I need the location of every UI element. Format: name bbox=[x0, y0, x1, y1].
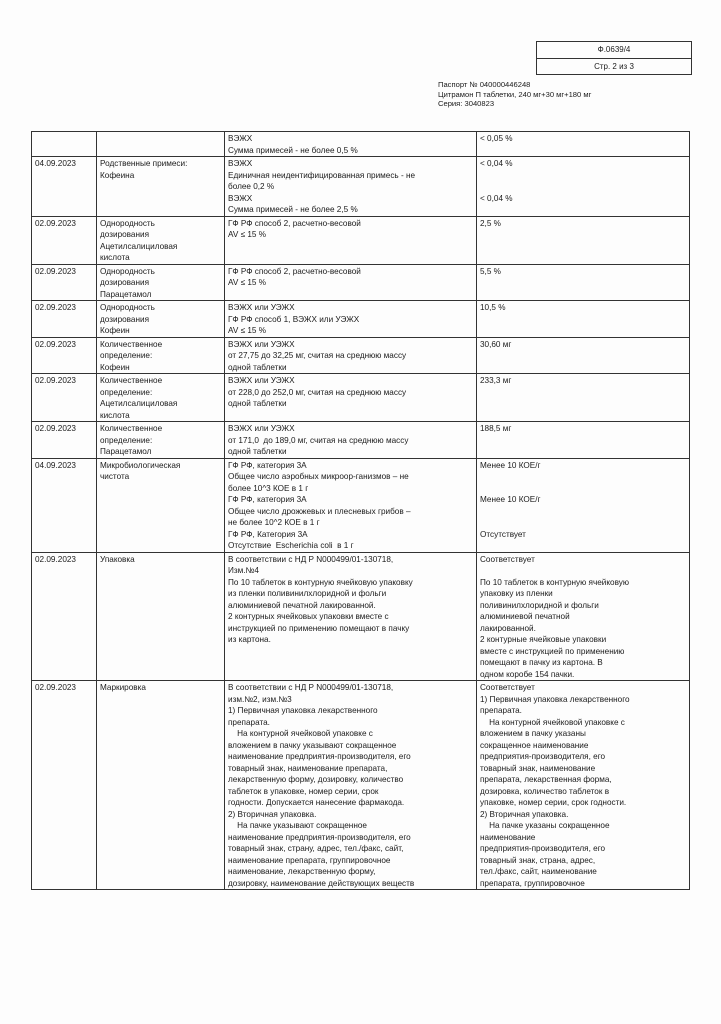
cell-line bbox=[480, 517, 686, 529]
cell-line: препарата. bbox=[228, 717, 270, 727]
result-cell bbox=[477, 264, 690, 301]
date-cell: 02.09.2023 bbox=[32, 422, 97, 459]
cell-line: 2 контурных ячейковых упаковки вместе с bbox=[228, 612, 389, 621]
table-row bbox=[32, 132, 690, 157]
form-code: Ф.0639/4 bbox=[537, 42, 691, 59]
cell-line bbox=[480, 471, 686, 483]
cell-line: 1) Первичная упаковка лекарственного bbox=[480, 694, 630, 704]
cell-line: Упаковка bbox=[100, 554, 135, 564]
passport-number: Паспорт № 040000446248 bbox=[438, 80, 531, 89]
cell-line: одной таблетки bbox=[228, 447, 287, 456]
date-cell: 02.09.2023 bbox=[32, 337, 97, 374]
cell-line: В соответствии с НД Р N000499/01-130718, bbox=[228, 683, 394, 692]
test-name-cell bbox=[97, 552, 225, 681]
series-number: Серия: 3040823 bbox=[438, 99, 495, 108]
cell-line: Ацетилсалициловая bbox=[100, 399, 178, 408]
cell-line: ВЭЖХ или УЭЖХ bbox=[228, 424, 295, 433]
page-label: Стр. 2 из 3 bbox=[594, 62, 634, 71]
cell-line: годности. Допускается нанесение фармакода. bbox=[228, 798, 405, 807]
cell-line: Количественное bbox=[100, 376, 163, 385]
cell-line: наименование предприятия-производителя, его bbox=[228, 752, 411, 761]
cell-line: 2 контурные ячейковые упаковки bbox=[480, 635, 607, 644]
result-cell bbox=[477, 132, 690, 157]
cell-line: По 10 таблеток в контурную ячейковую bbox=[480, 577, 630, 587]
test-name-cell bbox=[97, 337, 225, 374]
table-row bbox=[32, 552, 690, 681]
cell-line: вложением в пачку указаны bbox=[480, 729, 586, 738]
cell-line: Менее 10 КОЕ/г bbox=[480, 495, 541, 504]
test-results-table bbox=[31, 131, 690, 890]
result-cell bbox=[477, 157, 690, 217]
cell-line: По 10 таблеток в контурную ячейковую упаковку bbox=[228, 577, 413, 587]
test-name-cell bbox=[97, 301, 225, 338]
cell-line: ВЭЖХ bbox=[228, 134, 253, 143]
cell-line: поливинилхлоридной и фольги bbox=[480, 600, 599, 610]
cell-line: вместе с инструкцией по применению bbox=[480, 646, 625, 656]
cell-line: На контурной ячейковой упаковке с bbox=[480, 717, 625, 727]
requirement-cell bbox=[225, 374, 477, 422]
result-cell bbox=[477, 552, 690, 681]
result-cell bbox=[477, 337, 690, 374]
cell-line: 2) Вторичная упаковка. bbox=[480, 809, 569, 819]
cell-line: < 0,04 % bbox=[480, 159, 513, 168]
cell-line: товарный знак, страну, адрес, тел./факс, сайт, bbox=[228, 844, 404, 853]
cell-line: наименование предприятия-производителя, его bbox=[228, 832, 411, 842]
cell-line: < 0,04 % bbox=[480, 193, 513, 203]
cell-line: На пачке указаны сокращенное bbox=[480, 821, 610, 830]
table-row bbox=[32, 264, 690, 301]
result-cell bbox=[477, 301, 690, 338]
result-cell bbox=[477, 422, 690, 459]
requirement-cell bbox=[225, 216, 477, 264]
cell-line: Кофеина bbox=[100, 170, 135, 180]
cell-line: Парацетамол bbox=[100, 447, 152, 456]
cell-line: Отсутствие Escherichia coli в 1 г bbox=[228, 541, 354, 550]
cell-line: Однородность bbox=[100, 266, 155, 276]
requirement-cell bbox=[225, 422, 477, 459]
cell-line bbox=[480, 565, 686, 577]
cell-line: ВЭЖХ или УЭЖХ bbox=[228, 339, 295, 349]
cell-line: товарный знак, страна, адрес, bbox=[480, 855, 596, 865]
cell-line: Однородность bbox=[100, 303, 155, 312]
table-row bbox=[32, 157, 690, 217]
cell-line: дозировку, наименование действующих веществ bbox=[228, 878, 415, 888]
cell-line: кислота bbox=[100, 410, 130, 420]
cell-line: Общее число дрожжевых и плесневых грибов – bbox=[228, 506, 411, 516]
cell-line: Однородность bbox=[100, 218, 155, 228]
date-cell: 02.09.2023 bbox=[32, 374, 97, 422]
result-cell bbox=[477, 374, 690, 422]
requirement-cell bbox=[225, 337, 477, 374]
cell-line: товарный знак, наименование препарата, bbox=[228, 763, 388, 773]
requirement-cell bbox=[225, 157, 477, 217]
cell-line: Изм.№4 bbox=[228, 566, 259, 575]
table-row bbox=[32, 216, 690, 264]
cell-line: Микробиологическая bbox=[100, 460, 181, 470]
date-cell: 04.09.2023 bbox=[32, 458, 97, 552]
cell-line: ГФ РФ способ 2, расчетно-весовой bbox=[228, 218, 361, 228]
cell-line: дозировка, количество таблеток в bbox=[480, 786, 610, 796]
table-row bbox=[32, 374, 690, 422]
cell-line bbox=[480, 506, 686, 518]
cell-line: Отсутствует bbox=[480, 529, 526, 539]
test-name-cell bbox=[97, 681, 225, 890]
cell-line: ГФ РФ, категория 3А bbox=[228, 495, 307, 504]
cell-line: препарата, группировочное bbox=[480, 878, 585, 888]
cell-line: упаковке, номер серии, срок годности. bbox=[480, 798, 627, 807]
date-cell: 02.09.2023 bbox=[32, 681, 97, 890]
requirement-cell bbox=[225, 458, 477, 552]
cell-line: более 0,2 % bbox=[228, 182, 275, 191]
cell-line: дозирования bbox=[100, 278, 150, 287]
result-cell bbox=[477, 216, 690, 264]
cell-line: товарный знак, наименование bbox=[480, 763, 596, 773]
test-name-cell bbox=[97, 264, 225, 301]
cell-line: Кофеин bbox=[100, 362, 130, 372]
cell-line: AV ≤ 15 % bbox=[228, 326, 267, 335]
cell-line: инструкцией по применению помещают в пачку bbox=[228, 623, 410, 633]
cell-line: Соответствует bbox=[480, 683, 535, 692]
result-cell bbox=[477, 681, 690, 890]
cell-line: предприятия-производителя, его bbox=[480, 752, 606, 761]
cell-line: чистота bbox=[100, 472, 130, 481]
test-name-cell bbox=[97, 216, 225, 264]
cell-line: определение: bbox=[100, 435, 153, 445]
cell-line: наименование препарата, группировочное bbox=[228, 855, 391, 865]
cell-line: Парацетамол bbox=[100, 289, 152, 299]
cell-line: ГФ РФ способ 1, ВЭЖХ или УЭЖХ bbox=[228, 314, 360, 324]
cell-line: Ацетилсалициловая bbox=[100, 241, 178, 251]
test-name-cell bbox=[97, 132, 225, 157]
cell-line: вложением в пачку указывают сокращенное bbox=[228, 740, 397, 750]
test-name-cell bbox=[97, 374, 225, 422]
cell-line: Количественное bbox=[100, 339, 163, 349]
cell-line: Единичная неидентифицированная примесь - не bbox=[228, 170, 416, 180]
cell-line: Маркировка bbox=[100, 683, 146, 692]
form-code-box bbox=[536, 41, 692, 75]
cell-line: ГФ РФ, Категория 3А bbox=[228, 529, 308, 539]
cell-line: Родственные примеси: bbox=[100, 159, 188, 168]
test-name-cell bbox=[97, 458, 225, 552]
cell-line: предприятия-производителя, его bbox=[480, 844, 606, 853]
cell-line: Менее 10 КОЕ/г bbox=[480, 460, 541, 470]
cell-line: одной таблетки bbox=[228, 362, 287, 372]
cell-line: ВЭЖХ или УЭЖХ bbox=[228, 303, 295, 312]
cell-line: 30,60 мг bbox=[480, 339, 512, 349]
cell-line: ВЭЖХ bbox=[228, 159, 253, 168]
cell-line: ВЭЖХ bbox=[228, 193, 253, 203]
cell-line: дозирования bbox=[100, 314, 150, 324]
cell-line: 2) Вторичная упаковка. bbox=[228, 809, 317, 819]
passport-header bbox=[438, 80, 591, 109]
cell-line: сокращенное наименование bbox=[480, 740, 589, 750]
table-row bbox=[32, 458, 690, 552]
cell-line bbox=[480, 483, 686, 495]
cell-line: ВЭЖХ или УЭЖХ bbox=[228, 376, 295, 385]
cell-line: наименование bbox=[480, 832, 536, 842]
cell-line: алюминиевой печатной лакированной. bbox=[228, 600, 376, 610]
cell-line: AV ≤ 15 % bbox=[228, 278, 267, 287]
table-row bbox=[32, 681, 690, 890]
requirement-cell bbox=[225, 681, 477, 890]
cell-line: Кофеин bbox=[100, 326, 130, 335]
cell-line: тел./факс, сайт, наименование bbox=[480, 867, 597, 876]
cell-line bbox=[480, 170, 686, 182]
cell-line: от 171,0 до 189,0 мг, считая на среднюю массу bbox=[228, 435, 409, 445]
test-name-cell bbox=[97, 157, 225, 217]
cell-line: таблеток в упаковке, номер серии, срок bbox=[228, 786, 379, 796]
cell-line: определение: bbox=[100, 351, 153, 360]
cell-line: Сумма примесей - не более 0,5 % bbox=[228, 145, 358, 155]
cell-line: кислота bbox=[100, 253, 130, 262]
requirement-cell bbox=[225, 552, 477, 681]
cell-line: от 27,75 до 32,25 мг, считая на среднюю массу bbox=[228, 351, 407, 360]
cell-line: 188,5 мг bbox=[480, 424, 512, 433]
date-cell bbox=[32, 132, 97, 157]
cell-line: ГФ РФ способ 2, расчетно-весовой bbox=[228, 266, 361, 276]
cell-line: В соответствии с НД Р N000499/01-130718, bbox=[228, 554, 394, 564]
test-name-cell bbox=[97, 422, 225, 459]
date-cell: 02.09.2023 bbox=[32, 264, 97, 301]
cell-line: не более 10^2 КОЕ в 1 г bbox=[228, 518, 320, 527]
requirement-cell bbox=[225, 264, 477, 301]
date-cell: 04.09.2023 bbox=[32, 157, 97, 217]
table-row bbox=[32, 337, 690, 374]
cell-line: помещают в пачку из картона. В bbox=[480, 658, 603, 667]
cell-line bbox=[480, 181, 686, 193]
requirement-cell bbox=[225, 301, 477, 338]
cell-line: из картона. bbox=[228, 635, 271, 644]
cell-line: 2,5 % bbox=[480, 218, 501, 228]
cell-line: AV ≤ 15 % bbox=[228, 230, 267, 239]
cell-line: Количественное bbox=[100, 424, 163, 433]
requirement-cell bbox=[225, 132, 477, 157]
cell-line: лакированной. bbox=[480, 623, 536, 633]
cell-line: из пленки поливинилхлоридной и фольги bbox=[228, 589, 387, 598]
table-row bbox=[32, 422, 690, 459]
cell-line: 5,5 % bbox=[480, 266, 501, 276]
cell-line: от 228,0 до 252,0 мг, считая на среднюю массу bbox=[228, 387, 407, 397]
cell-line: одном коробе 154 пачки. bbox=[480, 669, 575, 679]
cell-line: < 0,05 % bbox=[480, 134, 513, 143]
cell-line: упаковку из пленки bbox=[480, 589, 553, 598]
cell-line: 233,3 мг bbox=[480, 376, 512, 385]
cell-line: наименование, лекарственную форму, bbox=[228, 867, 376, 876]
cell-line: более 10^3 КОЕ в 1 г bbox=[228, 483, 309, 493]
table-row bbox=[32, 301, 690, 338]
date-cell: 02.09.2023 bbox=[32, 552, 97, 681]
date-cell: 02.09.2023 bbox=[32, 301, 97, 338]
cell-line: одной таблетки bbox=[228, 399, 287, 408]
date-cell: 02.09.2023 bbox=[32, 216, 97, 264]
cell-line: дозирования bbox=[100, 230, 150, 239]
cell-line: На пачке указывают сокращенное bbox=[228, 821, 367, 830]
cell-line: препарата, лекарственная форма, bbox=[480, 775, 612, 784]
cell-line: лекарственную форму, дозировку, количество bbox=[228, 775, 404, 784]
cell-line: определение: bbox=[100, 387, 153, 397]
result-cell bbox=[477, 458, 690, 552]
cell-line: ГФ РФ, категория 3А bbox=[228, 460, 307, 470]
cell-line: 10,5 % bbox=[480, 303, 506, 312]
cell-line: алюминиевой печатной bbox=[480, 612, 570, 621]
cell-line: На контурной ячейковой упаковке с bbox=[228, 729, 373, 738]
cell-line: Соответствует bbox=[480, 554, 535, 564]
cell-line: Сумма примесей - не более 2,5 % bbox=[228, 205, 358, 214]
cell-line: 1) Первичная упаковка лекарственного bbox=[228, 706, 378, 715]
cell-line: изм.№2, изм.№3 bbox=[228, 694, 292, 704]
cell-line: Общее число аэробных микроор-ганизмов – не bbox=[228, 472, 409, 481]
product-name: Цитрамон П таблетки, 240 мг+30 мг+180 мг bbox=[438, 89, 592, 99]
cell-line: препарата. bbox=[480, 706, 522, 715]
